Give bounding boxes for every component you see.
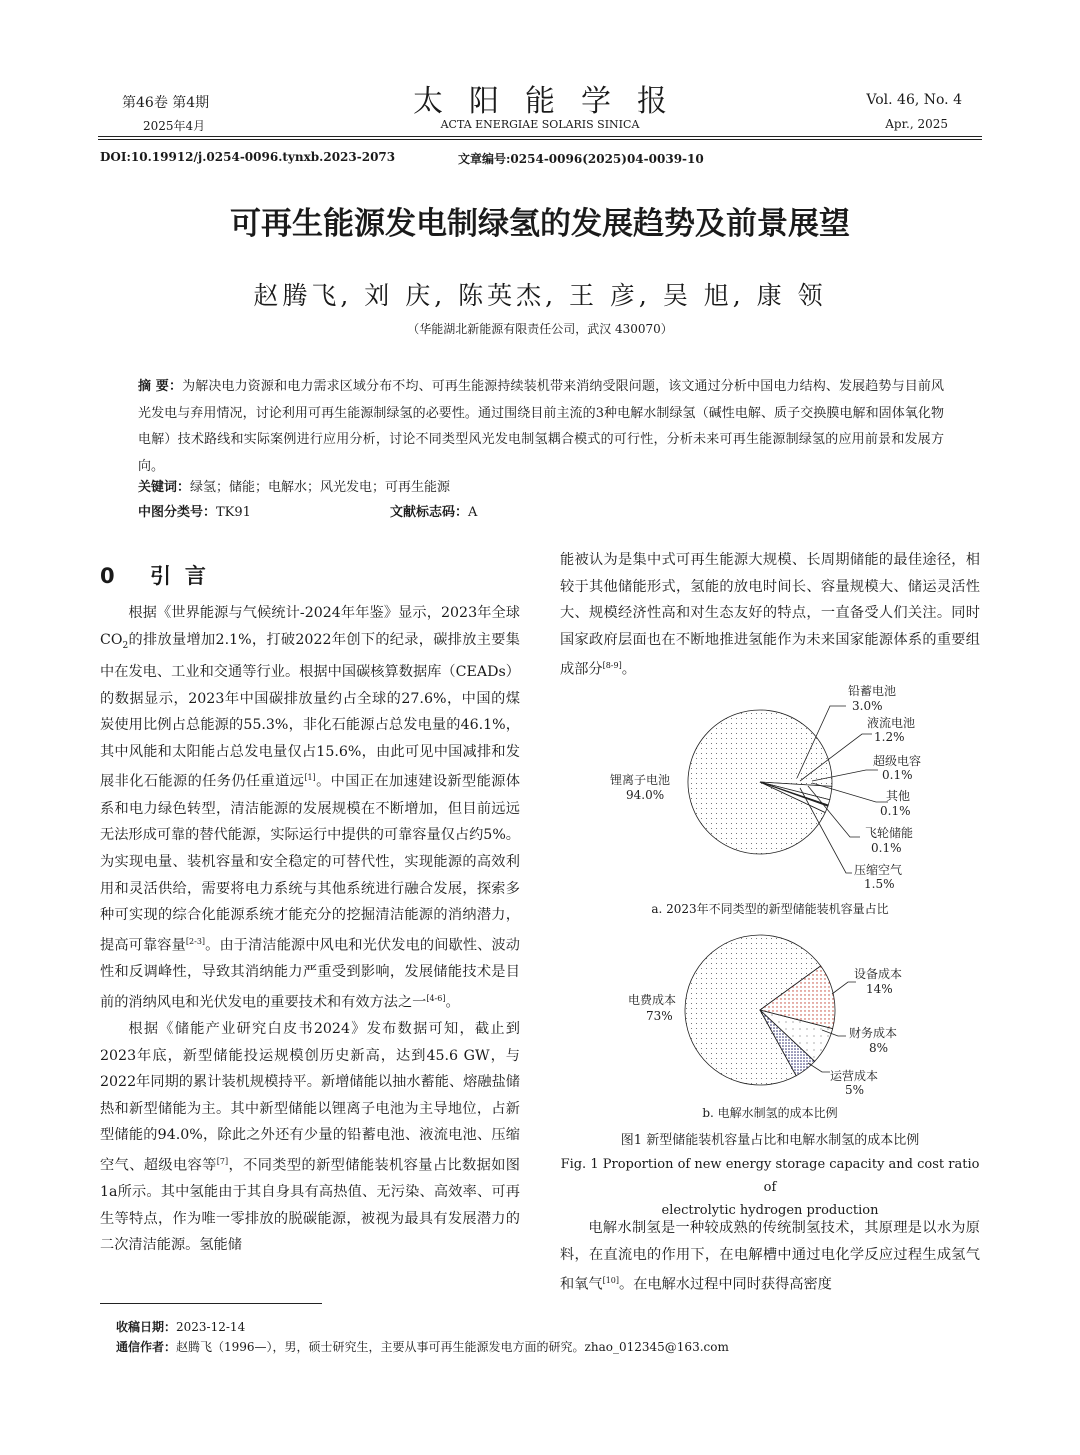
corr-value[interactable]: 赵腾飞（1996—），男，硕士研究生，主要从事可再生能源发电方面的研究。zhao_012345@163.com: [176, 1340, 729, 1354]
keywords-label: 关键词：: [138, 480, 191, 495]
authors: 赵腾飞, 刘 庆, 陈英杰, 王 彦, 吴 旭, 康 领: [253, 281, 827, 310]
figure-caption-a: a. 2023年不同类型的新型储能装机容量占比: [651, 902, 889, 916]
label-flow-battery: 液流电池: [867, 716, 916, 730]
doc-code-value: A: [468, 505, 478, 520]
body-column-right-top: [560, 547, 980, 684]
citation[interactable]: [4-6]: [426, 993, 446, 1003]
document-code: [390, 501, 477, 520]
affiliation: （华能湖北新能源有限责任公司，武汉 430070）: [407, 322, 673, 336]
abstract: [138, 374, 944, 480]
journal-title: 太阳能学报: [413, 84, 693, 119]
value-lead-acid: 3.0%: [852, 699, 883, 713]
citation[interactable]: [1]: [304, 773, 316, 783]
paragraph: 根据《世界能源与气候统计-2024年年鉴》显示，2023年全球$CO_2$的排放量增加2.1%，打破2022年创下的纪录，碳排放主要集中在发电、工业和交通等行业。根据中国碳核算数据库（CEADs）的数据显示，2023年中国碳排放量约占全球的27.6%，中国的煤炭使用比例占总能源的55.3%，非化石能源占总发电量的46.1%，其中风能和太阳能占总发电量仅占15.6%，由此可见中国减排和发展非化石能源的任务仍任重道远[1]。中国正在加速建设新型能源体系和电力绿色转型，清洁能源的发展规模在不断增加，但目前远远无法形成可靠的替代能源，实际运行中提供的可靠容量仅占约5%。为实现电量、装机容量和安全稳定的可替代性，实现能源的高效利用和灵活供给，需要将电力系统与其他系统进行融合发展，探索多种可实现的综合化能源系统才能充分的挖掘清洁能源的消纳潜力，提高可靠容量[2-3]。由于清洁能源中风电和光伏发电的间歇性、波动性和反调峰性，导致其消纳能力严重受到影响，发展储能技术是目前的消纳风电和光伏发电的重要技术和有效方法之一[4-6]。: [100, 605, 520, 1011]
date-cn: 2025年4月: [143, 119, 206, 133]
value-li-ion: 94.0%: [626, 788, 665, 802]
label-supercap: 超级电容: [873, 754, 922, 768]
value-electricity: 73%: [646, 1009, 673, 1023]
label-operation: 运营成本: [830, 1069, 879, 1083]
corresponding-author: [116, 1338, 729, 1355]
doi[interactable]: DOI:10.19912/j.0254-0096.tynxb.2023-2073: [100, 150, 396, 164]
pie-chart-b: [560, 922, 980, 1102]
clc-number: [138, 501, 251, 520]
label-finance: 财务成本: [849, 1026, 898, 1040]
figure-caption-b: b. 电解水制氢的成本比例: [702, 1106, 838, 1120]
section-number: 0: [100, 564, 129, 588]
received-label: 收稿日期：: [116, 1320, 177, 1334]
figure-caption-en-line1: Fig. 1 Proportion of new energy storage capacity and cost ratio of: [560, 1157, 980, 1195]
volume-en: Vol. 46, No. 4: [866, 92, 962, 108]
figure-caption-en-line2: electrolytic hydrogen production: [661, 1203, 879, 1218]
label-lead-acid: 铅蓄电池: [848, 684, 897, 698]
paragraph: 根据《储能产业研究白皮书2024》发布数据可知，截止到2023年底，新型储能投运规模创历史新高，达到45.6 GW，与2022年同期的累计装机规模持平。新增储能以抽水蓄能、熔融盐储热和新型储能为主。其中新型储能以锂离子电池为主导地位，占新型储能的94.0%，除此之外还有少量的铅蓄电池、液流电池、压缩空气、超级电容等[7]，不同类型的新型储能装机容量占比数据如图1a所示。其中氢能由于其自身具有高热值、无污染、高效率、可再生等特点，作为唯一零排放的脱碳能源，被视为最具有发展潜力的二次清洁能源。氢能储: [100, 1020, 520, 1254]
value-other: 0.1%: [880, 804, 911, 818]
value-operation: 5%: [845, 1083, 865, 1097]
body-column-right-bottom: [560, 1215, 980, 1299]
received-date: [116, 1318, 245, 1335]
journal-title-en: ACTA ENERGIAE SOLARIS SINICA: [440, 118, 640, 131]
paragraph: 能被认为是集中式可再生能源大规模、长周期储能的最佳途径，相较于其他储能形式，氢能的放电时间长、容量规模大、储运灵活性大、规模经济性高和对生态友好的特点，一直备受人们关注。同时国家政府层面也在不断地推进氢能作为未来国家能源体系的重要组成部分[8-9]。: [560, 552, 980, 679]
abstract-text: 为解决电力资源和电力需求区域分布不均、可再生能源持续装机带来消纳受限问题，该文通过分析中国电力结构、发展趋势与目前风光发电与弃用情况，讨论利用可再生能源制绿氢的必要性。通过围绕目前主流的3种电解水制绿氢（碱性电解、质子交换膜电解和固体氧化物电解）技术路线和实际案例进行应用分析，讨论不同类型风光发电制氢耦合模式的可行性，分析未来可再生能源制绿氢的应用前景和发展方向。: [138, 379, 944, 474]
abstract-label: 摘 要：: [138, 379, 183, 394]
value-finance: 8%: [869, 1041, 889, 1055]
value-flywheel: 0.1%: [871, 841, 902, 855]
body-column-left: [100, 600, 520, 1259]
label-flywheel: 飞轮储能: [865, 826, 914, 840]
value-supercap: 0.1%: [882, 768, 913, 782]
volume-issue: 第46卷 第4期: [122, 95, 210, 111]
citation[interactable]: [8-9]: [602, 661, 622, 671]
label-li-ion: 锂离子电池: [610, 773, 671, 787]
value-compressed-air: 1.5%: [864, 877, 895, 891]
header-rule-thin: [98, 139, 982, 140]
keywords: [138, 476, 450, 495]
citation[interactable]: [10]: [602, 1276, 619, 1286]
paper-title: 可再生能源发电制绿氢的发展趋势及前景展望: [230, 206, 850, 242]
citation[interactable]: [2-3]: [185, 936, 206, 946]
doc-code-label: 文献标志码：: [390, 505, 469, 520]
figure-caption-en: [560, 1153, 980, 1222]
date-en: Apr., 2025: [885, 117, 948, 131]
paragraph: 电解水制氢是一种较成熟的传统制氢技术，其原理是以水为原料，在直流电的作用下，在电解槽中通过电化学反应过程生成氢气和氧气[10]。在电解水过程中同时获得高密度: [560, 1220, 980, 1293]
corr-label: 通信作者：: [116, 1340, 177, 1354]
pie-chart-a: [560, 682, 980, 897]
header-rule: [98, 136, 982, 137]
article-number: 文章编号:0254-0096(2025)04-0039-10: [458, 152, 704, 166]
clc-label: 中图分类号：: [138, 505, 217, 520]
section-heading: [100, 560, 220, 590]
label-other: 其他: [886, 789, 911, 803]
label-equipment: 设备成本: [854, 967, 903, 981]
value-equipment: 14%: [866, 982, 893, 996]
received-value: 2023-12-14: [176, 1320, 246, 1334]
citation[interactable]: [7]: [216, 1156, 229, 1166]
label-electricity: 电费成本: [628, 993, 677, 1007]
label-compressed-air: 压缩空气: [854, 863, 903, 877]
footnote-rule: [100, 1303, 322, 1304]
clc-value: TK91: [216, 505, 251, 520]
keywords-text: 绿氢；储能；电解水；风光发电；可再生能源: [190, 480, 451, 495]
figure-caption-cn: 图1 新型储能装机容量占比和电解水制氢的成本比例: [620, 1133, 920, 1148]
value-flow-battery: 1.2%: [874, 730, 905, 744]
section-title: 引言: [149, 564, 220, 588]
